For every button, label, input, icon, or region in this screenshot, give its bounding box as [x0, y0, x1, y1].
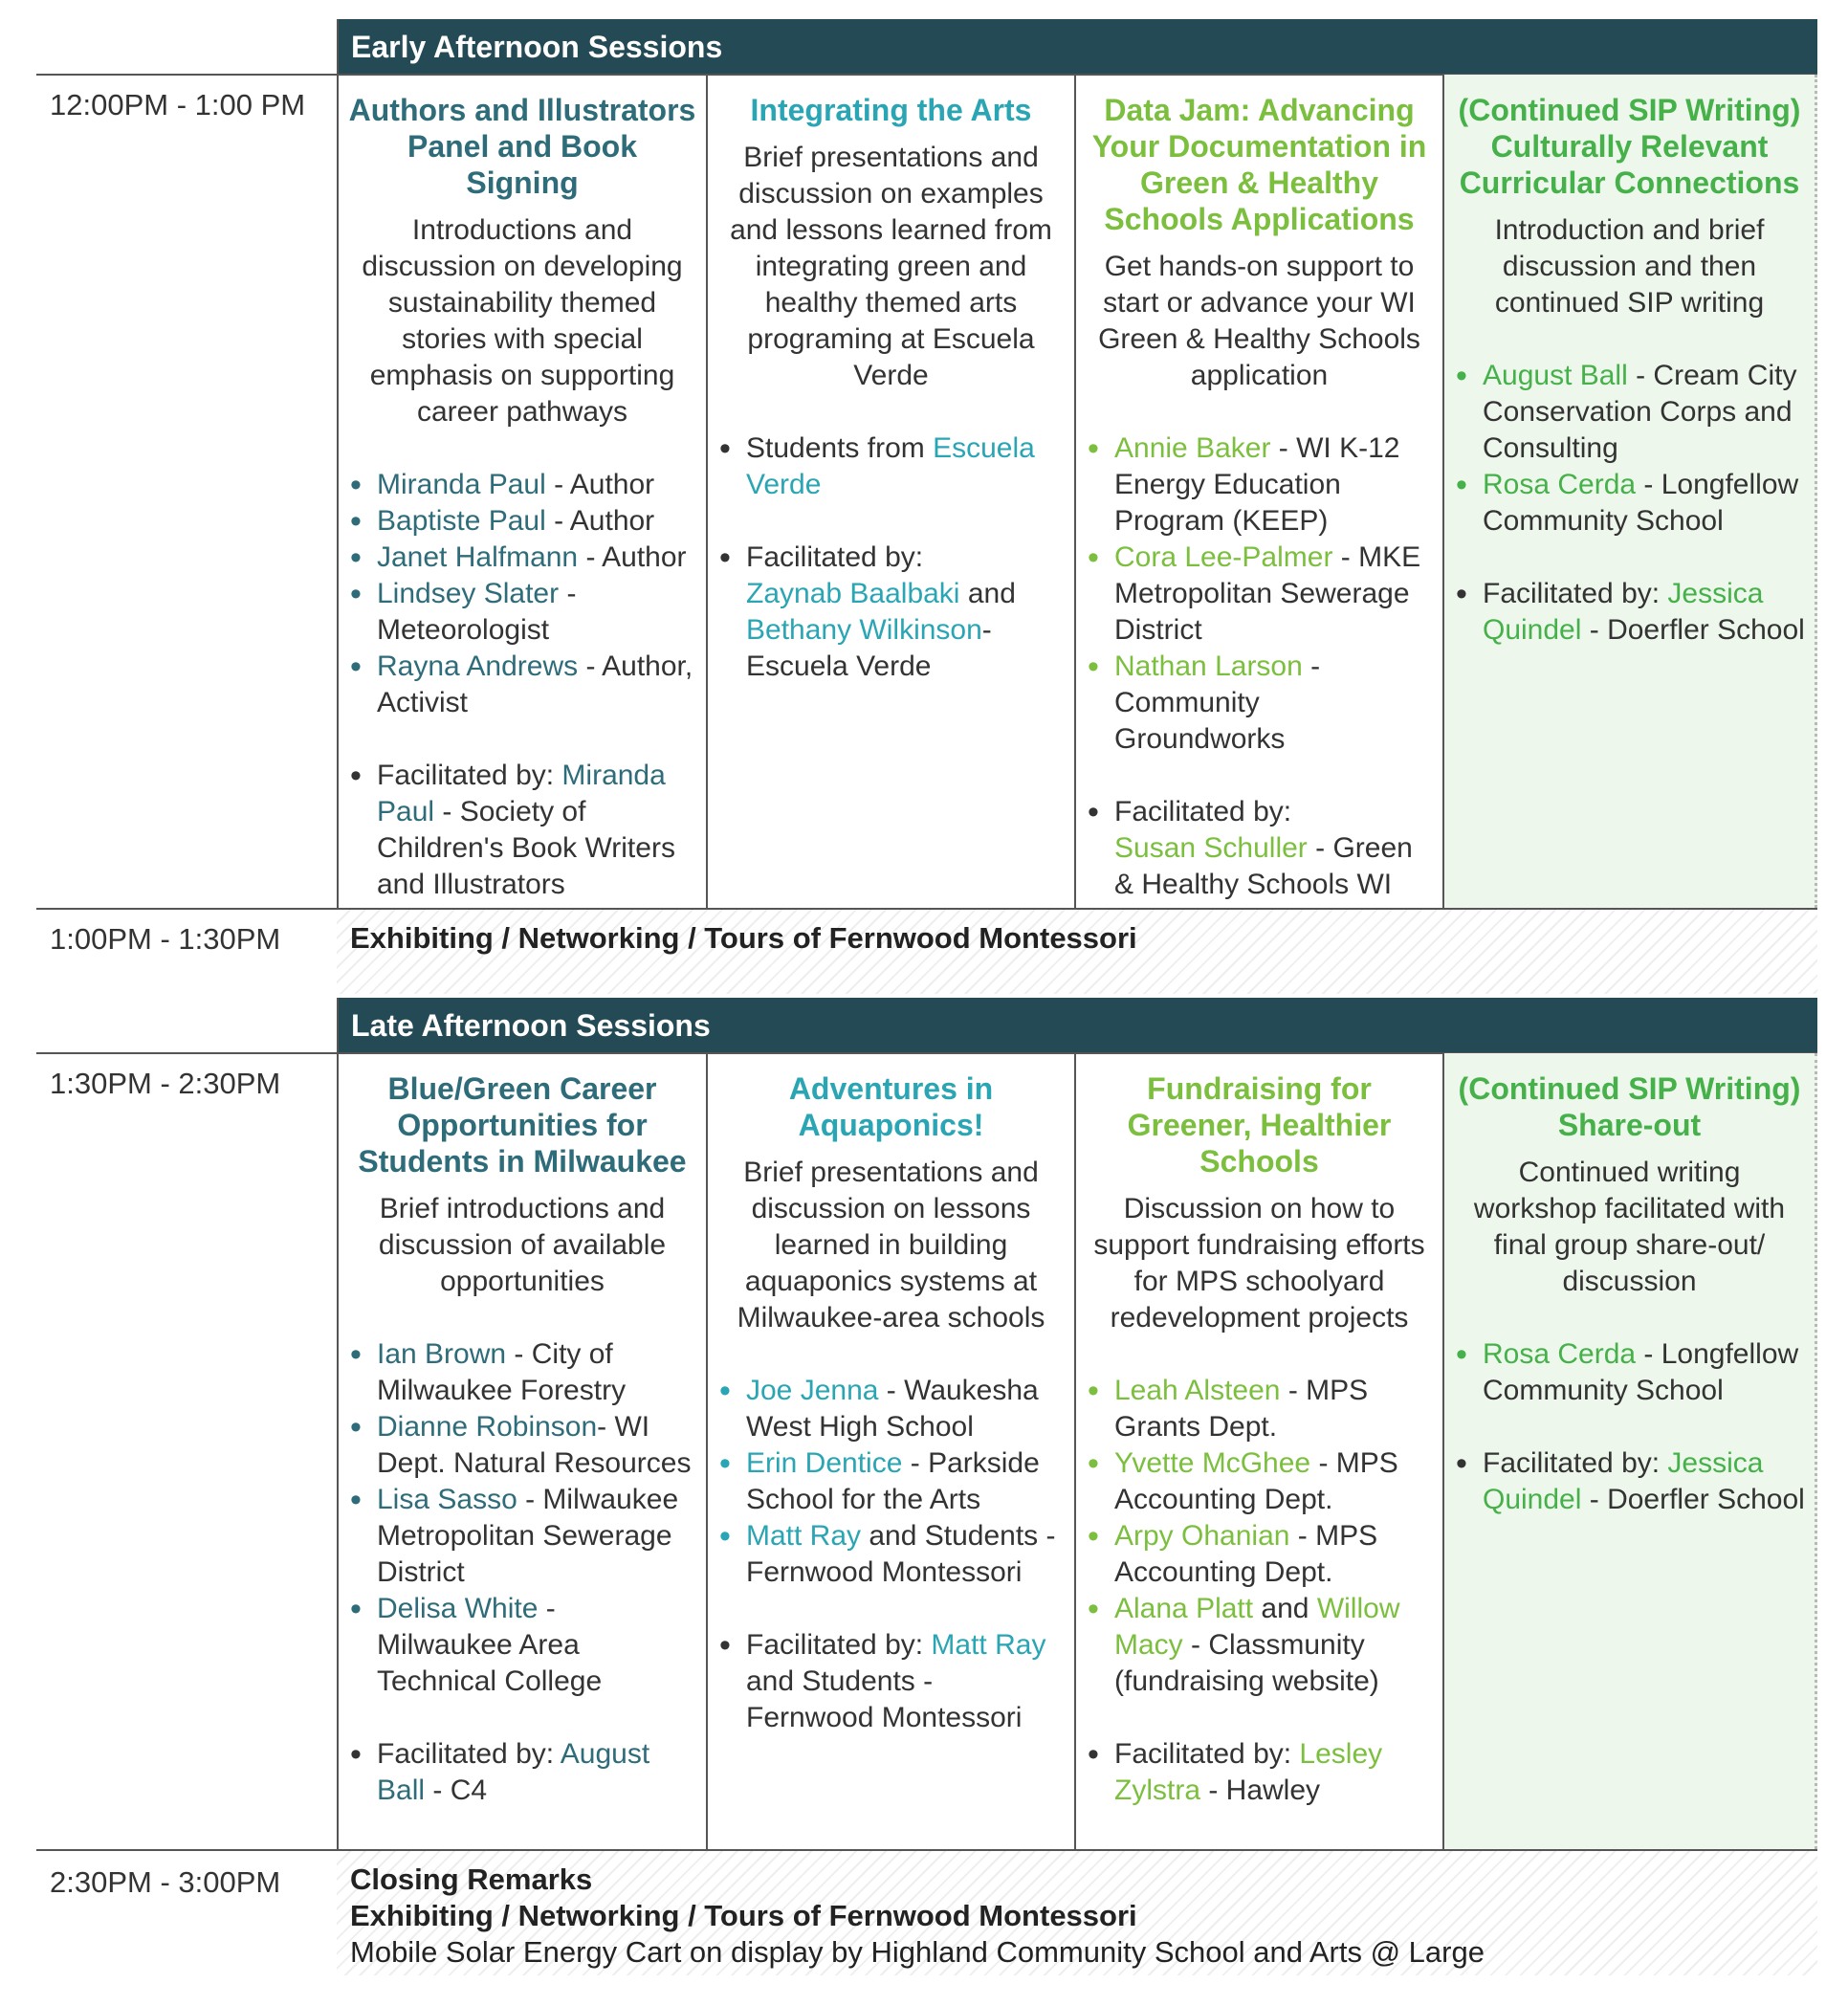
closing-activity: Exhibiting / Networking / Tours of Fernwood Montessori	[350, 1899, 1137, 1932]
late-afternoon-header: Late Afternoon Sessions	[337, 998, 1817, 1053]
session-title: (Continued SIP Writing) Share-out	[1458, 1071, 1801, 1142]
facilitator: • Facilitated by: Matt Ray and Students - Fernwood Montessori	[717, 1627, 1065, 1736]
presenter-list	[1454, 1336, 1805, 1409]
closing-note: Mobile Solar Energy Cart on display by Highland Community School and Arts @ Large	[350, 1935, 1485, 1969]
presenter-list	[348, 467, 696, 721]
list-item: • Baptiste Paul - Author	[377, 503, 696, 540]
presenter-list	[348, 1336, 696, 1700]
list-item: • Rosa Cerda - Longfellow Community School	[1483, 1336, 1805, 1409]
presenter-list	[717, 430, 1065, 503]
facilitator: • Facilitated by: Lesley Zylstra - Hawley	[1086, 1736, 1433, 1809]
session-description: Brief introductions and discussion of available opportunities	[378, 1193, 667, 1297]
list-item: • Alana Platt and Willow Macy - Classmunity (fundraising website)	[1114, 1591, 1433, 1700]
list-item: • Erin Dentice - Parkside School for the Arts	[746, 1445, 1065, 1518]
session-title: Fundraising for Greener, Healthier Schools	[1127, 1071, 1392, 1179]
list-item: • Ian Brown - City of Milwaukee Forestry	[377, 1336, 696, 1409]
presenter-list	[1086, 1373, 1433, 1700]
time-slot-late: 1:30PM - 2:30PM	[50, 1067, 281, 1100]
session-aquaponics	[708, 1053, 1074, 1849]
time-slot-break: 1:00PM - 1:30PM	[50, 922, 281, 956]
session-fundraising	[1076, 1053, 1442, 1849]
session-title: (Continued SIP Writing) Culturally Relevant Curricular Connections	[1458, 93, 1801, 200]
list-item: • Lindsey Slater - Meteorologist	[377, 576, 696, 649]
session-description: Brief presentations and discussion on lessons learned in building aquaponics systems at Milwaukee-area schools	[737, 1157, 1045, 1334]
list-item: • August Ball - Cream City Conservation Corps and Consulting	[1483, 358, 1805, 467]
session-title: Blue/Green Career Opportunities for Students in Milwaukee	[358, 1071, 687, 1179]
list-item: • Delisa White - Milwaukee Area Technical College	[377, 1591, 696, 1700]
session-title: Adventures in Aquaponics!	[788, 1071, 994, 1142]
facilitator: • Facilitated by: Zaynab Baalbaki and Bethany Wilkinson- Escuela Verde	[717, 540, 1065, 685]
session-authors-panel	[339, 75, 706, 908]
list-item: • Nathan Larson - Community Groundworks	[1114, 649, 1433, 758]
list-item: • Rayna Andrews - Author, Activist	[377, 649, 696, 721]
time-slot-closing: 2:30PM - 3:00PM	[50, 1865, 281, 1899]
facilitator: • Facilitated by: Miranda Paul - Society of Children's Book Writers and Illustrators	[348, 758, 696, 903]
time-slot-early: 12:00PM - 1:00 PM	[50, 88, 306, 121]
session-data-jam	[1076, 75, 1442, 908]
list-item: • Matt Ray and Students - Fernwood Montessori	[746, 1518, 1065, 1591]
list-item: • Annie Baker - WI K-12 Energy Education Program (KEEP)	[1114, 430, 1433, 540]
early-afternoon-header: Early Afternoon Sessions	[337, 19, 1817, 75]
list-item: • Arpy Ohanian - MPS Accounting Dept.	[1114, 1518, 1433, 1591]
session-career-opportunities	[339, 1053, 706, 1849]
session-sip-share-out	[1444, 1053, 1817, 1849]
list-item: • Joe Jenna - Waukesha West High School	[746, 1373, 1065, 1445]
list-item: • Miranda Paul - Author	[377, 467, 696, 503]
session-description: Discussion on how to support fundraising efforts for MPS schoolyard redevelopment projects	[1093, 1193, 1425, 1334]
list-item: • Dianne Robinson- WI Dept. Natural Resources	[377, 1409, 696, 1482]
list-item: • Yvette McGhee - MPS Accounting Dept.	[1114, 1445, 1433, 1518]
facilitator: • Facilitated by: Jessica Quindel - Doerfler School	[1454, 576, 1805, 649]
list-item: • Leah Alsteen - MPS Grants Dept.	[1114, 1373, 1433, 1445]
session-description: Introductions and discussion on developing sustainability themed stories with special emphasis on supporting career pathways	[362, 214, 683, 428]
break-activity: Exhibiting / Networking / Tours of Fernwood Montessori	[350, 921, 1137, 955]
session-title: Data Jam: Advancing Your Documentation in Green & Healthy Schools Applications	[1091, 93, 1427, 236]
facilitator: • Facilitated by: August Ball - C4	[348, 1736, 696, 1809]
list-item: • Lisa Sasso - Milwaukee Metropolitan Sewerage District	[377, 1482, 696, 1591]
session-description: Get hands-on support to start or advance your WI Green & Healthy Schools application	[1098, 251, 1420, 391]
session-sip-writing	[1444, 75, 1817, 908]
presenter-list	[717, 1373, 1065, 1591]
session-description: Continued writing workshop facilitated with final group share-out/ discussion	[1473, 1157, 1786, 1297]
list-item: • Students from Escuela Verde	[746, 430, 1065, 503]
list-item: • Rosa Cerda - Longfellow Community School	[1483, 467, 1805, 540]
session-title: Integrating the Arts	[750, 93, 1032, 127]
presenter-list	[1454, 358, 1805, 540]
facilitator: • Facilitated by: Susan Schuller - Green & Healthy Schools WI	[1086, 794, 1433, 903]
session-description: Introduction and brief discussion and then continued SIP writing	[1494, 214, 1765, 319]
session-title: Authors and Illustrators Panel and Book Signing	[348, 93, 696, 200]
list-item: • Cora Lee-Palmer - MKE Metropolitan Sewerage District	[1114, 540, 1433, 649]
list-item: • Janet Halfmann - Author	[377, 540, 696, 576]
session-integrating-arts	[708, 75, 1074, 908]
presenter-list	[1086, 430, 1433, 758]
session-description: Brief presentations and discussion on examples and lessons learned from integrating green and healthy themed arts programing at Escuela Verde	[730, 142, 1052, 391]
closing-remarks: Closing Remarks	[350, 1863, 593, 1896]
facilitator: • Facilitated by: Jessica Quindel - Doerfler School	[1454, 1445, 1805, 1518]
